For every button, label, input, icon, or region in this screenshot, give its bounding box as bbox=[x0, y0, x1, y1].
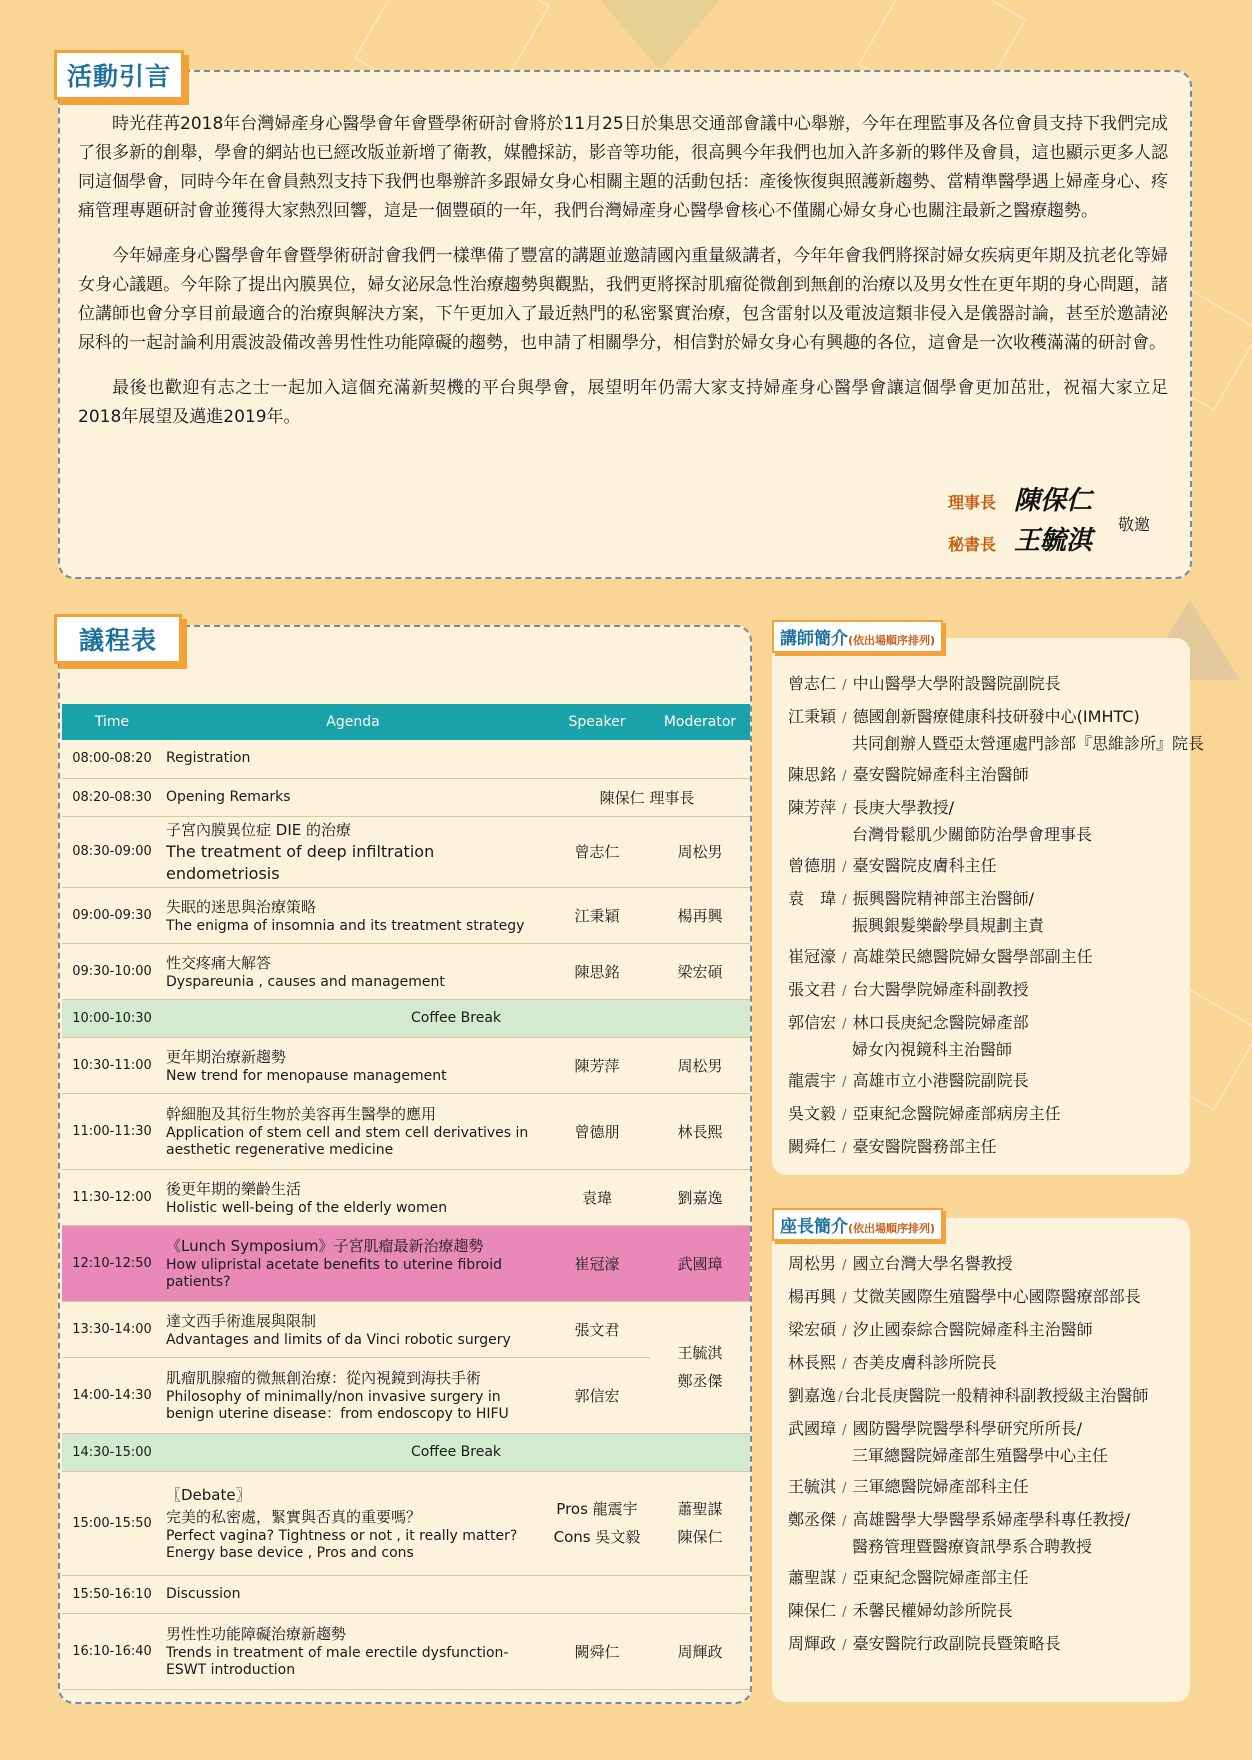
session-speaker: 江秉穎 bbox=[544, 887, 650, 943]
agenda-tag: 議程表 bbox=[54, 614, 182, 664]
sign-role-president: 理事長 bbox=[948, 493, 997, 512]
session-moderator bbox=[650, 1301, 750, 1433]
person-title: 振興醫院精神部主治醫師/ bbox=[852, 889, 1035, 908]
session-topic bbox=[162, 1471, 544, 1575]
table-row bbox=[62, 1471, 750, 1575]
person-title: 高雄醫學大學醫學系婦產學科專任教授/ bbox=[852, 1510, 1131, 1529]
separator: / bbox=[838, 1638, 851, 1653]
table-row bbox=[62, 1575, 750, 1613]
moderator-name: 王毓淇 bbox=[677, 1344, 723, 1362]
separator: / bbox=[838, 1108, 851, 1123]
person-title: 林口長庚紀念醫院婦產部 bbox=[852, 1013, 1029, 1032]
session-title-zh: 更年期治療新趨勢 bbox=[166, 1047, 287, 1066]
person-name: 陳思銘 bbox=[788, 765, 837, 784]
person-title-cont: 振興銀髮樂齡學員規劃主責 bbox=[852, 916, 1045, 935]
moderator-name: 陳保仁 bbox=[677, 1528, 723, 1546]
intro-body bbox=[60, 110, 1190, 448]
session-moderator: 梁宏碩 bbox=[650, 943, 750, 999]
person-name: 楊再興 bbox=[788, 1287, 837, 1306]
col-moderator: Moderator bbox=[650, 704, 750, 740]
person-name: 曾志仁 bbox=[788, 674, 837, 693]
table-row bbox=[62, 1301, 750, 1357]
session-title-zh: 肌瘤肌腺瘤的微無創治療：從內視鏡到海扶手術 bbox=[166, 1369, 482, 1387]
session-speaker: 闕舜仁 bbox=[544, 1613, 650, 1689]
col-speaker: Speaker bbox=[544, 704, 650, 740]
session-title-zh: 男性性功能障礙治療新趨勢 bbox=[166, 1625, 347, 1643]
session-title-en: Trends in treatment of male erectile dysfunction-ESWT introduction bbox=[166, 1645, 509, 1678]
session-time: 12:10-12:50 bbox=[62, 1225, 162, 1301]
session-title-zh: 完美的私密處，緊實與否真的重要嗎？ bbox=[166, 1508, 422, 1526]
speakers-panel bbox=[772, 638, 1205, 1175]
session-title-zh: 子宮內膜異位症 DIE 的治療 bbox=[166, 820, 351, 839]
intro-paragraph: 今年婦產身心醫學會年會暨學術研討會我們一樣準備了豐富的講題並邀請國內重量級講者，今年年會我們將探討婦女疾病更年期及抗老化等婦女身心議題。今年除了提出內膜異位，婦女泌尿急性治療趨勢與觀點，我們更將探討肌瘤從微創到無創的治療以及男女性在更年期的身心問題，諸位講師也會分享目前最適合的治療與解決方案，下午更加入了最近熱門的私密緊實治療，包含雷射以及電波這類非侵入是儀器討論，甚至於邀請泌尿科的一起討論利用震波設備改善男性性功能障礙的趨勢，也申請了相關學分，相信對於婦女身心有興趣的各位，這會是一次收穫滿滿的研討會。 bbox=[78, 246, 1168, 353]
person-name: 江秉穎 bbox=[788, 707, 837, 726]
table-row bbox=[62, 1613, 750, 1689]
person-name: 蕭聖謀 bbox=[788, 1568, 837, 1587]
person-row bbox=[788, 1314, 1186, 1347]
intro-paragraph: 最後也歡迎有志之士一起加入這個充滿新契機的平台與學會，展望明年仍需大家支持婦產身心醫學會讓這個學會更加茁壯，祝福大家立足2018年展望及邁進2019年。 bbox=[78, 378, 1168, 427]
table-row bbox=[62, 1357, 750, 1433]
session-time: 15:00-15:50 bbox=[62, 1471, 162, 1575]
separator: / bbox=[838, 893, 851, 908]
person-row bbox=[788, 1098, 1186, 1131]
session-topic bbox=[162, 1357, 544, 1433]
person-row bbox=[788, 759, 1186, 792]
person-name: 劉嘉逸 bbox=[788, 1386, 837, 1405]
session-moderator: 楊再興 bbox=[650, 887, 750, 943]
person-name: 鄭丞傑 bbox=[788, 1510, 837, 1529]
session-speaker: 張文君 bbox=[544, 1301, 650, 1357]
chairs-title: 座長簡介 bbox=[780, 1217, 848, 1237]
session-title-en: How ulipristal acetate benefits to uterine fibroid patients? bbox=[166, 1257, 502, 1290]
person-title: 台大醫學院婦產科副教授 bbox=[852, 980, 1029, 999]
table-row bbox=[62, 1169, 750, 1225]
col-time: Time bbox=[62, 704, 162, 740]
session-title-zh: 達文西手術進展與限制 bbox=[166, 1311, 317, 1330]
session-topic bbox=[162, 887, 544, 943]
table-row bbox=[62, 778, 750, 816]
person-row bbox=[788, 1504, 1186, 1537]
table-row bbox=[62, 740, 750, 778]
person-title: 臺安醫院行政副院長暨策略長 bbox=[852, 1634, 1061, 1653]
session-time: 14:00-14:30 bbox=[62, 1357, 162, 1433]
session-topic bbox=[162, 943, 544, 999]
separator: / bbox=[838, 802, 851, 817]
session-moderator: 周松男 bbox=[650, 816, 750, 887]
signature-president: 陳保仁 bbox=[1014, 486, 1093, 516]
speaker-name: Pros 龍震宇 bbox=[556, 1500, 638, 1518]
session-title-zh: 性交疼痛大解答 bbox=[166, 953, 272, 972]
person-row bbox=[788, 883, 1186, 916]
chairs-note: (依出場順序排列) bbox=[848, 1222, 936, 1235]
separator: / bbox=[838, 951, 851, 966]
session-moderator: 林長熙 bbox=[650, 1093, 750, 1169]
session-speaker: 陳思銘 bbox=[544, 943, 650, 999]
coffee-break: Coffee Break bbox=[162, 999, 750, 1037]
person-title: 臺安醫院婦產科主治醫師 bbox=[852, 765, 1029, 784]
intro-paragraph: 時光荏苒2018年台灣婦產身心醫學會年會暨學術研討會將於11月25日於集思交通部會議中心舉辦，今年在理監事及各位會員支持下我們完成了很多新的創舉，學會的網站也已經改版並新增了衛教，媒體採訪，影音等功能，很高興今年我們也加入許多新的夥伴及會員，這也顯示更多人認同這個學會，同時今年在會員熱烈支持下我們也舉辦許多跟婦女身心相關主題的活動包括：產後恢復與照護新趨勢、當精準醫學遇上婦產身心、疼痛管理專題研討會並獲得大家熱烈回響，這是一個豐碩的一年，我們台灣婦產身心醫學會核心不僅關心婦女身心也關注最新之醫療趨勢。 bbox=[78, 114, 1168, 221]
session-title-zh: 《Lunch Symposium》子宮肌瘤最新治療趨勢 bbox=[166, 1237, 484, 1255]
session-time: 10:30-11:00 bbox=[62, 1037, 162, 1093]
separator: / bbox=[838, 1423, 851, 1438]
session-speaker: 袁瑋 bbox=[544, 1169, 650, 1225]
person-name: 林長熙 bbox=[788, 1353, 837, 1372]
session-topic bbox=[162, 1169, 544, 1225]
session-topic bbox=[162, 1225, 544, 1301]
separator: / bbox=[838, 711, 851, 726]
signature-secretary: 王毓淇 bbox=[1014, 526, 1093, 556]
session-topic bbox=[162, 1301, 544, 1357]
session-time: 08:00-08:20 bbox=[62, 740, 162, 778]
session-topic bbox=[162, 1093, 544, 1169]
session-speaker bbox=[544, 1471, 650, 1575]
separator: / bbox=[838, 1017, 851, 1032]
person-row bbox=[788, 1065, 1186, 1098]
session-time: 14:30-15:00 bbox=[62, 1433, 162, 1471]
session-time: 13:30-14:00 bbox=[62, 1301, 162, 1357]
person-title-cont: 共同創辦人暨亞太營運處門診部『思維診所』院長 bbox=[852, 734, 1205, 753]
person-title-cont: 三軍總醫院婦產部生殖醫學中心主任 bbox=[852, 1446, 1109, 1465]
table-row bbox=[62, 943, 750, 999]
person-name: 崔冠濠 bbox=[788, 947, 837, 966]
person-name: 王毓淇 bbox=[788, 1477, 837, 1496]
sign-role-secretary: 秘書長 bbox=[948, 535, 997, 554]
table-row bbox=[62, 1093, 750, 1169]
person-title-cont: 醫務管理暨醫療資訊學系合聘教授 bbox=[852, 1537, 1093, 1556]
session-speaker: 曾德朋 bbox=[544, 1093, 650, 1169]
session-title-zh: 幹細胞及其衍生物於美容再生醫學的應用 bbox=[166, 1105, 437, 1123]
person-title-cont: 台灣骨鬆肌少關節防治學會理事長 bbox=[852, 825, 1093, 844]
session-title-en: The treatment of deep infiltration endometriosis bbox=[166, 841, 435, 883]
chairs-tag bbox=[772, 1208, 943, 1241]
session-speaker: 郭信宏 bbox=[544, 1357, 650, 1433]
person-title-cont: 婦女內視鏡科主治醫師 bbox=[852, 1040, 1013, 1059]
person-row bbox=[788, 1248, 1186, 1281]
session-moderator: 周輝政 bbox=[650, 1613, 750, 1689]
speakers-title: 講師簡介 bbox=[780, 629, 848, 649]
person-title: 汐止國泰綜合醫院婦產科主治醫師 bbox=[852, 1320, 1093, 1339]
person-name: 梁宏碩 bbox=[788, 1320, 837, 1339]
person-row bbox=[788, 1281, 1186, 1314]
session-speaker: 崔冠濠 bbox=[544, 1225, 650, 1301]
separator: / bbox=[838, 1258, 851, 1273]
person-name: 吳文毅 bbox=[788, 1104, 837, 1123]
agenda-header-row bbox=[62, 704, 750, 740]
session-title-zh: 後更年期的樂齡生活 bbox=[166, 1179, 302, 1198]
session-title-en: Energy base device , Pros and cons bbox=[166, 1545, 414, 1561]
separator: / bbox=[838, 1514, 851, 1529]
person-name: 周松男 bbox=[788, 1254, 837, 1273]
session-title-en: Advantages and limits of da Vinci robotic surgery bbox=[166, 1331, 511, 1348]
session-speaker: 陳保仁 理事長 bbox=[544, 778, 750, 816]
person-title: 艾微芙國際生殖醫學中心國際醫療部部長 bbox=[852, 1287, 1141, 1306]
person-name: 袁 瑋 bbox=[788, 889, 837, 908]
speaker-list bbox=[788, 668, 1205, 1164]
table-row bbox=[62, 1225, 750, 1301]
col-agenda: Agenda bbox=[162, 704, 544, 740]
person-name: 曾德朋 bbox=[788, 856, 837, 875]
session-title-en: Perfect vagina? Tightness or not , it really matter? bbox=[166, 1528, 518, 1544]
separator: / bbox=[838, 1291, 851, 1306]
session-moderator: 劉嘉逸 bbox=[650, 1169, 750, 1225]
session-moderator: 武國璋 bbox=[650, 1225, 750, 1301]
coffee-break: Coffee Break bbox=[162, 1433, 750, 1471]
person-name: 郭信宏 bbox=[788, 1013, 837, 1032]
separator: / bbox=[838, 1324, 851, 1339]
session-title-en: Holistic well-being of the elderly women bbox=[166, 1199, 448, 1216]
person-title: 三軍總醫院婦產部科主任 bbox=[852, 1477, 1029, 1496]
person-title: 杏美皮膚科診所院長 bbox=[852, 1353, 997, 1372]
session-time: 08:30-09:00 bbox=[62, 816, 162, 887]
person-row bbox=[788, 1413, 1186, 1446]
person-title: 高雄榮民總醫院婦女醫學部副主任 bbox=[852, 947, 1093, 966]
speakers-tag bbox=[772, 620, 943, 653]
table-row bbox=[62, 1037, 750, 1093]
separator: / bbox=[838, 1390, 843, 1405]
person-row bbox=[788, 1595, 1186, 1628]
session-moderator: 周松男 bbox=[650, 1037, 750, 1093]
session-time: 16:10-16:40 bbox=[62, 1613, 162, 1689]
session-topic bbox=[162, 740, 750, 778]
agenda-panel bbox=[58, 625, 752, 1704]
session-speaker: 曾志仁 bbox=[544, 816, 650, 887]
intro-tag: 活動引言 bbox=[54, 50, 184, 100]
session-time: 09:00-09:30 bbox=[62, 887, 162, 943]
session-title-zh: 失眠的迷思與治療策略 bbox=[166, 897, 317, 916]
person-row bbox=[788, 701, 1186, 734]
person-name: 陳保仁 bbox=[788, 1601, 837, 1620]
session-title-en: New trend for menopause management bbox=[166, 1067, 447, 1084]
person-row bbox=[788, 1131, 1186, 1164]
session-time: 11:30-12:00 bbox=[62, 1169, 162, 1225]
person-name: 武國璋 bbox=[788, 1419, 837, 1438]
person-row bbox=[788, 850, 1186, 883]
session-time: 15:50-16:10 bbox=[62, 1575, 162, 1613]
moderator-name: 鄭丞傑 bbox=[677, 1372, 723, 1390]
separator: / bbox=[838, 1357, 851, 1372]
separator: / bbox=[838, 769, 851, 784]
table-row bbox=[62, 1433, 750, 1471]
chairs-panel bbox=[772, 1218, 1190, 1702]
person-title: 亞東紀念醫院婦產部主任 bbox=[852, 1568, 1029, 1587]
sign-closing: 敬邀 bbox=[1118, 515, 1151, 534]
separator: / bbox=[838, 1572, 851, 1587]
separator: / bbox=[838, 1141, 851, 1156]
person-name: 張文君 bbox=[788, 980, 837, 999]
person-row bbox=[788, 1562, 1186, 1595]
person-row bbox=[788, 1380, 1186, 1413]
person-title: 台北長庚醫院一般精神科副教授級主治醫師 bbox=[844, 1386, 1149, 1405]
separator: / bbox=[838, 984, 851, 999]
person-title: 臺安醫院皮膚科主任 bbox=[852, 856, 997, 875]
person-title: 長庚大學教授/ bbox=[852, 798, 955, 817]
table-row bbox=[62, 999, 750, 1037]
separator: / bbox=[838, 1481, 851, 1496]
session-speaker: 陳芳萍 bbox=[544, 1037, 650, 1093]
intro-panel bbox=[58, 70, 1192, 579]
session-topic bbox=[162, 1037, 544, 1093]
session-time: 08:20-08:30 bbox=[62, 778, 162, 816]
session-time: 11:00-11:30 bbox=[62, 1093, 162, 1169]
session-topic bbox=[162, 1575, 750, 1613]
session-title-en: Dyspareunia , causes and management bbox=[166, 973, 445, 990]
session-title-en: Discussion bbox=[166, 1585, 241, 1602]
person-name: 龍震宇 bbox=[788, 1071, 837, 1090]
person-row bbox=[788, 668, 1186, 701]
signature-block bbox=[948, 480, 1168, 570]
person-title: 高雄市立小港醫院副院長 bbox=[852, 1071, 1029, 1090]
person-row bbox=[788, 941, 1186, 974]
session-title-en: Philosophy of minimally/non invasive surgery in benign uterine disease：from endoscopy to HIFU bbox=[166, 1389, 509, 1422]
person-row bbox=[788, 1628, 1186, 1661]
person-name: 闕舜仁 bbox=[788, 1137, 837, 1156]
speaker-name: Cons 吳文毅 bbox=[553, 1528, 641, 1546]
person-title: 臺安醫院醫務部主任 bbox=[852, 1137, 997, 1156]
session-time: 10:00-10:30 bbox=[62, 999, 162, 1037]
session-topic bbox=[162, 1613, 544, 1689]
chair-list bbox=[788, 1248, 1186, 1661]
session-moderator bbox=[650, 1471, 750, 1575]
person-row bbox=[788, 1347, 1186, 1380]
person-row bbox=[788, 974, 1186, 1007]
person-title: 國立台灣大學名譽教授 bbox=[852, 1254, 1013, 1273]
session-title-en: Opening Remarks bbox=[166, 788, 291, 805]
person-name: 陳芳萍 bbox=[788, 798, 837, 817]
person-title: 中山醫學大學附設醫院副院長 bbox=[852, 674, 1061, 693]
person-name: 周輝政 bbox=[788, 1634, 837, 1653]
person-title: 亞東紀念醫院婦產部病房主任 bbox=[852, 1104, 1061, 1123]
session-title-en: Registration bbox=[166, 750, 251, 767]
session-time: 09:30-10:00 bbox=[62, 943, 162, 999]
moderator-name: 蕭聖謀 bbox=[677, 1500, 723, 1518]
separator: / bbox=[838, 678, 851, 693]
person-title: 德國創新醫療健康科技研發中心(IMHTC) bbox=[852, 707, 1140, 726]
separator: / bbox=[838, 1075, 851, 1090]
person-row bbox=[788, 1471, 1186, 1504]
session-topic bbox=[162, 778, 544, 816]
session-topic bbox=[162, 816, 544, 887]
person-title: 禾馨民權婦幼診所院長 bbox=[852, 1601, 1013, 1620]
person-row bbox=[788, 1007, 1186, 1040]
session-title-en: The enigma of insomnia and its treatment strategy bbox=[166, 917, 525, 934]
table-row bbox=[62, 816, 750, 887]
speakers-note: (依出場順序排列) bbox=[848, 634, 936, 647]
separator: / bbox=[838, 1605, 851, 1620]
agenda-table bbox=[62, 704, 750, 1690]
separator: / bbox=[838, 860, 851, 875]
person-row bbox=[788, 792, 1186, 825]
person-title: 國防醫學院醫學科學研究所所長/ bbox=[852, 1419, 1083, 1438]
session-debate-label: 〖Debate〗 bbox=[166, 1486, 251, 1504]
session-title-en: Application of stem cell and stem cell derivatives in aesthetic regenerative medicine bbox=[166, 1125, 529, 1158]
table-row bbox=[62, 887, 750, 943]
